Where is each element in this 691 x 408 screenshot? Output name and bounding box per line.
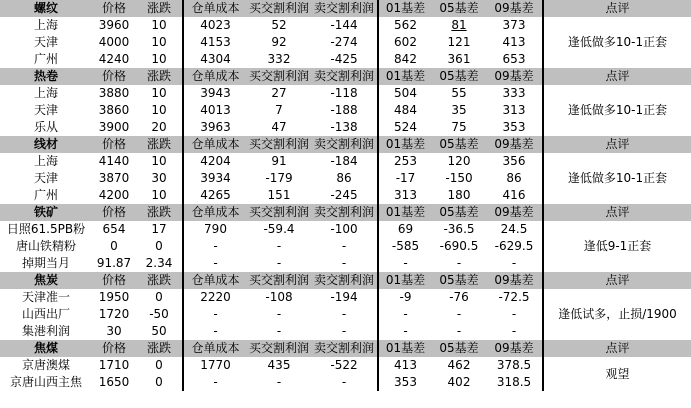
col-header-cost[interactable]: 仓单成本	[183, 136, 247, 153]
section-name[interactable]: 焦煤	[0, 340, 92, 357]
col-header-cost[interactable]: 仓单成本	[183, 204, 247, 221]
section-name[interactable]: 线材	[0, 136, 92, 153]
cell-cost[interactable]: 4204	[183, 153, 247, 170]
cell-b01[interactable]: 353	[378, 374, 432, 391]
cell-buy[interactable]: 52	[271, 18, 287, 32]
row-location[interactable]: 集港利润	[21, 324, 70, 338]
col-header-sell_profit[interactable]: 卖交割利润	[311, 272, 378, 289]
cell-b01[interactable]: 842	[378, 51, 432, 68]
col-header-comment[interactable]: 点评	[543, 136, 691, 153]
cell-buy[interactable]: 91	[271, 154, 287, 168]
table-row	[0, 85, 691, 102]
cell-cost[interactable]: 3934	[183, 170, 247, 187]
col-header-b05[interactable]: 05基差	[432, 272, 486, 289]
row-location[interactable]: 上海	[33, 18, 58, 32]
cell-b01[interactable]: -	[378, 306, 432, 323]
col-header-comment[interactable]: 点评	[543, 204, 691, 221]
col-header-comment[interactable]: 点评	[543, 340, 691, 357]
cell-b05[interactable]: -	[456, 324, 462, 338]
col-header-buy_profit[interactable]: 买交割利润	[248, 69, 309, 83]
row-location[interactable]: 广州	[33, 52, 58, 66]
cell-buy[interactable]: -	[276, 239, 282, 253]
cell-change[interactable]: 10	[151, 103, 167, 117]
row-location[interactable]: 日照61.5PB粉	[6, 222, 86, 236]
cell-buy[interactable]: -	[276, 375, 282, 389]
cell-sell[interactable]: -100	[330, 222, 358, 236]
cell-price[interactable]: 4000	[98, 35, 130, 49]
cell-change[interactable]: 10	[151, 18, 167, 32]
cell-price[interactable]: 1650	[98, 375, 130, 389]
cell-b05[interactable]: -	[456, 307, 462, 321]
col-header-price[interactable]: 价格	[92, 340, 136, 357]
cell-change[interactable]: 50	[151, 324, 167, 338]
cell-sell[interactable]: -274	[330, 35, 358, 49]
cell-b05[interactable]: -150	[445, 171, 473, 185]
col-header-comment[interactable]: 点评	[543, 68, 691, 85]
cell-buy[interactable]: 27	[271, 86, 287, 100]
cell-b01[interactable]: 413	[378, 357, 432, 374]
cell-change[interactable]: 20	[151, 120, 167, 134]
cell-b05[interactable]: 81	[451, 18, 467, 32]
cell-b09[interactable]: 378.5	[496, 358, 532, 372]
col-header-sell_profit[interactable]: 卖交割利润	[311, 68, 378, 85]
cell-buy[interactable]: -	[276, 307, 282, 321]
col-header-price[interactable]: 价格	[92, 136, 136, 153]
cell-b09[interactable]: 356	[502, 154, 526, 168]
cell-cost[interactable]: 4013	[183, 102, 247, 119]
col-header-change[interactable]: 涨跌	[136, 204, 183, 221]
cell-price[interactable]: 3860	[98, 103, 130, 117]
cell-buy[interactable]: 92	[271, 35, 287, 49]
section-comment[interactable]: 逢低做多10-1正套	[543, 85, 691, 136]
col-header-comment[interactable]: 点评	[543, 272, 691, 289]
cell-buy[interactable]: 332	[267, 52, 291, 66]
cell-buy[interactable]: -	[276, 324, 282, 338]
col-header-b05[interactable]: 05基差	[432, 340, 486, 357]
cell-b09[interactable]: 653	[502, 52, 526, 66]
cell-price[interactable]: 3880	[98, 86, 130, 100]
cell-b01[interactable]: -585	[378, 238, 432, 255]
cell-sell[interactable]: -	[341, 324, 347, 338]
col-header-b05[interactable]: 05基差	[432, 68, 486, 85]
col-header-change[interactable]: 涨跌	[136, 0, 183, 17]
cell-b05[interactable]: 180	[447, 188, 471, 202]
col-header-buy_profit[interactable]: 买交割利润	[248, 205, 309, 219]
cell-sell[interactable]: -138	[330, 120, 358, 134]
row-location[interactable]: 天津准一	[21, 290, 70, 304]
cell-cost[interactable]: -	[183, 323, 247, 340]
col-header-b01[interactable]: 01基差	[378, 340, 432, 357]
cell-b05[interactable]: -	[456, 256, 462, 270]
cell-b01[interactable]: 562	[378, 17, 432, 34]
cell-b05[interactable]: -36.5	[443, 222, 475, 236]
cell-b09[interactable]: 313	[502, 103, 526, 117]
cell-b09[interactable]: -	[511, 307, 517, 321]
cell-b01[interactable]: 69	[378, 221, 432, 238]
cell-price[interactable]: 30	[106, 324, 122, 338]
cell-b09[interactable]: -	[511, 324, 517, 338]
cell-b09[interactable]: 373	[502, 18, 526, 32]
col-header-b05[interactable]: 05基差	[432, 0, 486, 17]
col-header-price[interactable]: 价格	[92, 272, 136, 289]
cell-change[interactable]: 0	[155, 375, 163, 389]
row-location[interactable]: 乐从	[33, 120, 58, 134]
section-name[interactable]: 热卷	[0, 68, 92, 85]
cell-price[interactable]: 3870	[98, 171, 130, 185]
col-header-b09[interactable]: 09基差	[486, 136, 543, 153]
section-name[interactable]: 铁矿	[0, 204, 92, 221]
col-header-cost[interactable]: 仓单成本	[183, 0, 247, 17]
cell-change[interactable]: 0	[155, 239, 163, 253]
cell-b09[interactable]: 353	[502, 120, 526, 134]
cell-b09[interactable]: 318.5	[496, 375, 532, 389]
cell-b09[interactable]: -629.5	[494, 239, 534, 253]
col-header-sell_profit[interactable]: 卖交割利润	[311, 136, 378, 153]
cell-buy[interactable]: -	[276, 256, 282, 270]
row-location[interactable]: 天津	[33, 171, 58, 185]
cell-sell[interactable]: -188	[330, 103, 358, 117]
cell-sell[interactable]: -245	[330, 188, 358, 202]
cell-change[interactable]: 30	[151, 171, 167, 185]
col-header-b01[interactable]: 01基差	[378, 204, 432, 221]
col-header-change[interactable]: 涨跌	[136, 340, 183, 357]
cell-price[interactable]: 4140	[98, 154, 130, 168]
cell-sell[interactable]: -118	[330, 86, 358, 100]
col-header-b05[interactable]: 05基差	[432, 136, 486, 153]
table-row	[0, 221, 691, 238]
cell-b01[interactable]: 253	[378, 153, 432, 170]
cell-change[interactable]: 0	[155, 290, 163, 304]
cell-price[interactable]: 4200	[98, 188, 130, 202]
cell-price[interactable]: 4240	[98, 52, 130, 66]
cell-price[interactable]: 0	[110, 239, 118, 253]
row-location[interactable]: 京唐澳煤	[21, 358, 70, 372]
cell-b09[interactable]: 86	[506, 171, 522, 185]
section-header-row	[0, 204, 691, 221]
cell-cost[interactable]: -	[183, 255, 247, 272]
cell-b05[interactable]: 55	[451, 86, 467, 100]
cell-b01[interactable]: 602	[378, 34, 432, 51]
col-header-sell_profit[interactable]: 卖交割利润	[311, 340, 378, 357]
cell-change[interactable]: 10	[151, 188, 167, 202]
cell-cost[interactable]: 4153	[183, 34, 247, 51]
cell-cost[interactable]: -	[183, 238, 247, 255]
cell-b01[interactable]: -	[378, 255, 432, 272]
cell-sell[interactable]: -184	[330, 154, 358, 168]
cell-b05[interactable]: 361	[447, 52, 471, 66]
cell-b01[interactable]: 313	[378, 187, 432, 204]
cell-price[interactable]: 654	[102, 222, 126, 236]
cell-sell[interactable]: -194	[330, 290, 358, 304]
col-header-buy_profit[interactable]: 买交割利润	[248, 273, 309, 287]
cell-buy[interactable]: 435	[267, 358, 291, 372]
col-header-sell_profit[interactable]: 卖交割利润	[311, 204, 378, 221]
cell-b01[interactable]: 484	[378, 102, 432, 119]
cell-b05[interactable]: 120	[447, 154, 471, 168]
section-comment[interactable]: 观望	[543, 357, 691, 391]
cell-cost[interactable]: -	[183, 306, 247, 323]
col-header-cost[interactable]: 仓单成本	[183, 68, 247, 85]
col-header-b01[interactable]: 01基差	[378, 272, 432, 289]
cell-b01[interactable]: -	[378, 323, 432, 340]
cell-b05[interactable]: -690.5	[439, 239, 479, 253]
cell-price[interactable]: 1720	[98, 307, 130, 321]
cell-sell[interactable]: -144	[330, 18, 358, 32]
cell-price[interactable]: 1950	[98, 290, 130, 304]
section-name[interactable]: 焦炭	[0, 272, 92, 289]
section-comment[interactable]: 逢低做多10-1正套	[543, 153, 691, 204]
row-location[interactable]: 京唐山西主焦	[9, 375, 82, 389]
cell-b05[interactable]: 121	[447, 35, 471, 49]
cell-change[interactable]: 2.34	[145, 256, 173, 270]
cell-sell[interactable]: -522	[330, 358, 358, 372]
cell-change[interactable]: 10	[151, 52, 167, 66]
cell-cost[interactable]: -	[183, 374, 247, 391]
cell-buy[interactable]: -179	[265, 171, 293, 185]
cell-cost[interactable]: 2220	[183, 289, 247, 306]
row-location[interactable]: 山西出厂	[21, 307, 70, 321]
row-location[interactable]: 掉期当月	[21, 256, 70, 270]
col-header-buy_profit[interactable]: 买交割利润	[248, 341, 309, 355]
cell-change[interactable]: 0	[155, 358, 163, 372]
cell-b05[interactable]: 402	[447, 375, 471, 389]
section-header-row	[0, 272, 691, 289]
cell-sell[interactable]: -	[341, 375, 347, 389]
col-header-b09[interactable]: 09基差	[486, 272, 543, 289]
row-location[interactable]: 广州	[33, 188, 58, 202]
cell-b09[interactable]: 24.5	[500, 222, 528, 236]
cell-b09[interactable]: -	[511, 256, 517, 270]
col-header-change[interactable]: 涨跌	[136, 68, 183, 85]
col-header-b09[interactable]: 09基差	[486, 340, 543, 357]
col-header-sell_profit[interactable]: 卖交割利润	[311, 0, 378, 17]
col-header-b05[interactable]: 05基差	[432, 204, 486, 221]
cell-cost[interactable]: 1770	[183, 357, 247, 374]
col-header-comment[interactable]: 点评	[543, 0, 691, 17]
cell-change[interactable]: 10	[151, 154, 167, 168]
section-header-row	[0, 340, 691, 357]
row-location[interactable]: 上海	[33, 86, 58, 100]
table-row	[0, 289, 691, 306]
section-comment[interactable]: 逢低做多10-1正套	[543, 17, 691, 68]
cell-change[interactable]: 17	[151, 222, 167, 236]
cell-cost[interactable]: 790	[183, 221, 247, 238]
row-location[interactable]: 唐山铁精粉	[15, 239, 76, 253]
cell-b05[interactable]: 462	[447, 358, 471, 372]
cell-sell[interactable]: -	[341, 256, 347, 270]
section-header-row	[0, 68, 691, 85]
row-location[interactable]: 天津	[33, 35, 58, 49]
col-header-b09[interactable]: 09基差	[486, 68, 543, 85]
cell-b09[interactable]: 416	[502, 188, 526, 202]
cell-sell[interactable]: -	[341, 239, 347, 253]
cell-b05[interactable]: 35	[451, 103, 467, 117]
table-row	[0, 17, 691, 34]
col-header-b09[interactable]: 09基差	[486, 204, 543, 221]
cell-buy[interactable]: 151	[267, 188, 291, 202]
cell-b05[interactable]: 75	[451, 120, 467, 134]
section-comment[interactable]: 逢低试多，止损/1900	[543, 289, 691, 340]
col-header-b01[interactable]: 01基差	[378, 136, 432, 153]
cell-b05[interactable]: -76	[449, 290, 469, 304]
col-header-change[interactable]: 涨跌	[136, 136, 183, 153]
cell-buy[interactable]: -108	[265, 290, 293, 304]
col-header-b01[interactable]: 01基差	[378, 68, 432, 85]
cell-cost[interactable]: 4023	[183, 17, 247, 34]
table-row	[0, 357, 691, 374]
cell-b01[interactable]: -9	[378, 289, 432, 306]
cell-change[interactable]: -50	[149, 307, 169, 321]
section-header-row	[0, 136, 691, 153]
cell-change[interactable]: 10	[151, 86, 167, 100]
cell-price[interactable]: 1710	[98, 358, 130, 372]
cell-buy[interactable]: 47	[271, 120, 287, 134]
cell-buy[interactable]: -59.4	[263, 222, 295, 236]
col-header-b01[interactable]: 01基差	[378, 0, 432, 17]
col-header-buy_profit[interactable]: 买交割利润	[248, 137, 309, 151]
col-header-price[interactable]: 价格	[92, 0, 136, 17]
col-header-price[interactable]: 价格	[92, 68, 136, 85]
cell-cost[interactable]: 3943	[183, 85, 247, 102]
row-location[interactable]: 上海	[33, 154, 58, 168]
cell-cost[interactable]: 3963	[183, 119, 247, 136]
section-header-row	[0, 0, 691, 17]
cell-sell[interactable]: 86	[336, 171, 352, 185]
col-header-change[interactable]: 涨跌	[136, 272, 183, 289]
col-header-buy_profit[interactable]: 买交割利润	[248, 1, 309, 15]
cell-b01[interactable]: 504	[378, 85, 432, 102]
cell-cost[interactable]: 4304	[183, 51, 247, 68]
cell-b01[interactable]: 524	[378, 119, 432, 136]
cell-b09[interactable]: -72.5	[498, 290, 530, 304]
section-name[interactable]: 螺纹	[0, 0, 92, 17]
cell-buy[interactable]: 7	[275, 103, 283, 117]
cell-b01[interactable]: -17	[378, 170, 432, 187]
row-location[interactable]: 天津	[33, 103, 58, 117]
cell-b09[interactable]: 333	[502, 86, 526, 100]
col-header-cost[interactable]: 仓单成本	[183, 340, 247, 357]
cell-sell[interactable]: -425	[330, 52, 358, 66]
cell-cost[interactable]: 4265	[183, 187, 247, 204]
cell-price[interactable]: 3900	[98, 120, 130, 134]
table-row	[0, 153, 691, 170]
section-comment[interactable]: 逢低9-1正套	[543, 221, 691, 272]
cell-b09[interactable]: 413	[502, 35, 526, 49]
col-header-price[interactable]: 价格	[92, 204, 136, 221]
cell-sell[interactable]: -	[341, 307, 347, 321]
col-header-cost[interactable]: 仓单成本	[183, 272, 247, 289]
cell-price[interactable]: 91.87	[96, 256, 132, 270]
cell-price[interactable]: 3960	[98, 18, 130, 32]
col-header-b09[interactable]: 09基差	[486, 0, 543, 17]
cell-change[interactable]: 10	[151, 35, 167, 49]
